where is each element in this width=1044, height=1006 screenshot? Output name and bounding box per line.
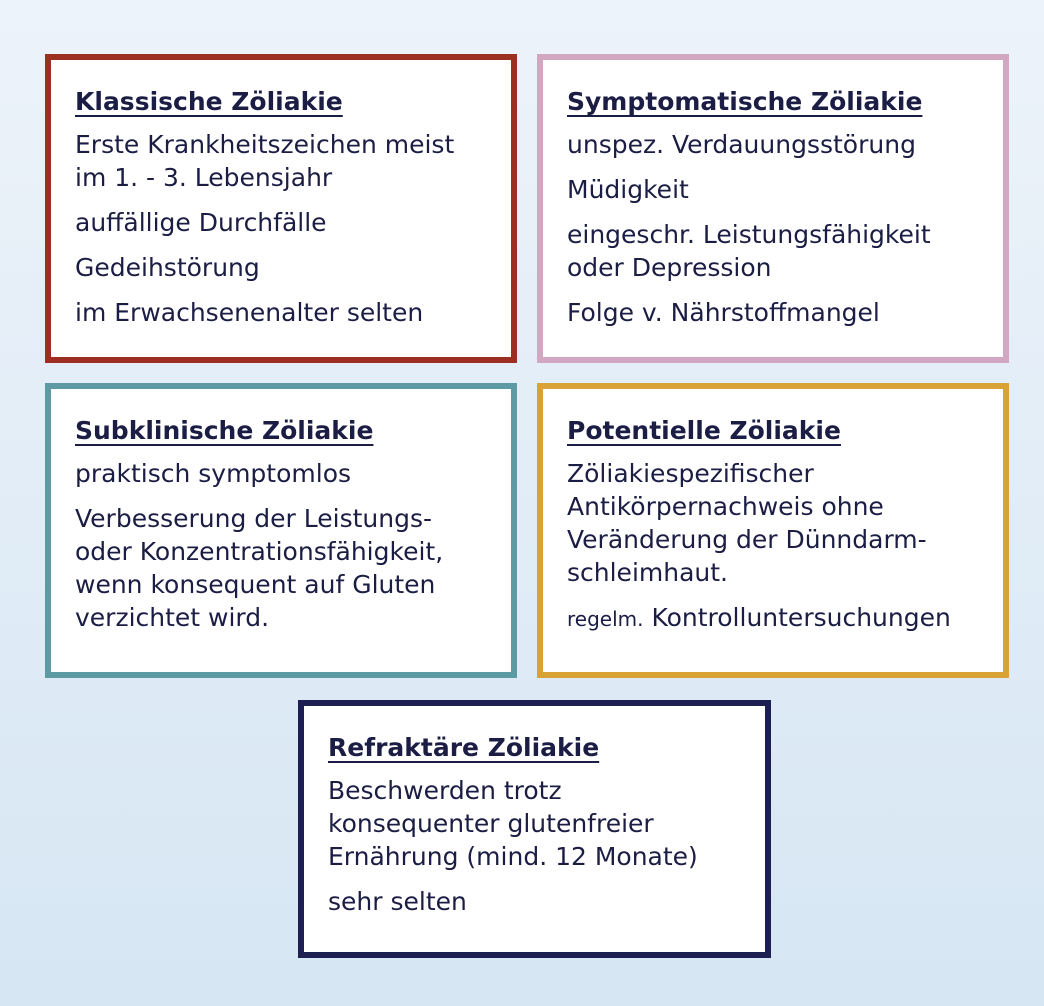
card-title: Klassische Zöliakie [75, 87, 343, 116]
card-item-last [567, 601, 981, 636]
card-title: Refraktäre Zöliakie [328, 733, 600, 762]
card-item: Erste Krankheitszeichen meist im 1. - 3. Lebensjahr [75, 130, 455, 192]
card-item: im Erwachsenenalter selten [75, 298, 424, 327]
card-symptomatische-zoeliakie [537, 54, 1009, 363]
card-item-text: Kontrolluntersuchungen [651, 603, 951, 632]
card-item: eingeschr. Leistungsfähigkeit oder Depression [567, 220, 931, 282]
card-item: Folge v. Nährstoffmangel [567, 298, 880, 327]
card-refraktaere-zoeliakie [298, 700, 771, 958]
card-item: Zöliakiespezifischer Antikörpernachweis ohne Veränderung der Dünndarm- schleimhaut. [567, 459, 927, 587]
card-title: Subklinische Zöliakie [75, 416, 374, 445]
card-item: Gedeihstörung [75, 253, 260, 282]
card-item: Müdigkeit [567, 175, 689, 204]
card-item: praktisch symptomlos [75, 459, 352, 488]
card-title: Potentielle Zöliakie [567, 416, 841, 445]
card-item: unspez. Verdauungsstörung [567, 130, 916, 159]
card-title: Symptomatische Zöliakie [567, 87, 923, 116]
card-item: auffällige Durchfälle [75, 208, 327, 237]
card-subklinische-zoeliakie [45, 383, 517, 678]
card-item: Beschwerden trotz konsequenter glutenfreier Ernährung (mind. 12 Monate) [328, 776, 698, 871]
card-klassische-zoeliakie [45, 54, 517, 363]
card-item: Verbesserung der Leistungs- oder Konzentrationsfähigkeit, wenn konsequent auf Gluten verzichtet wird. [75, 504, 444, 632]
card-item-prefix: regelm. [567, 607, 644, 631]
card-item: sehr selten [328, 887, 467, 916]
card-potentielle-zoeliakie [537, 383, 1009, 678]
